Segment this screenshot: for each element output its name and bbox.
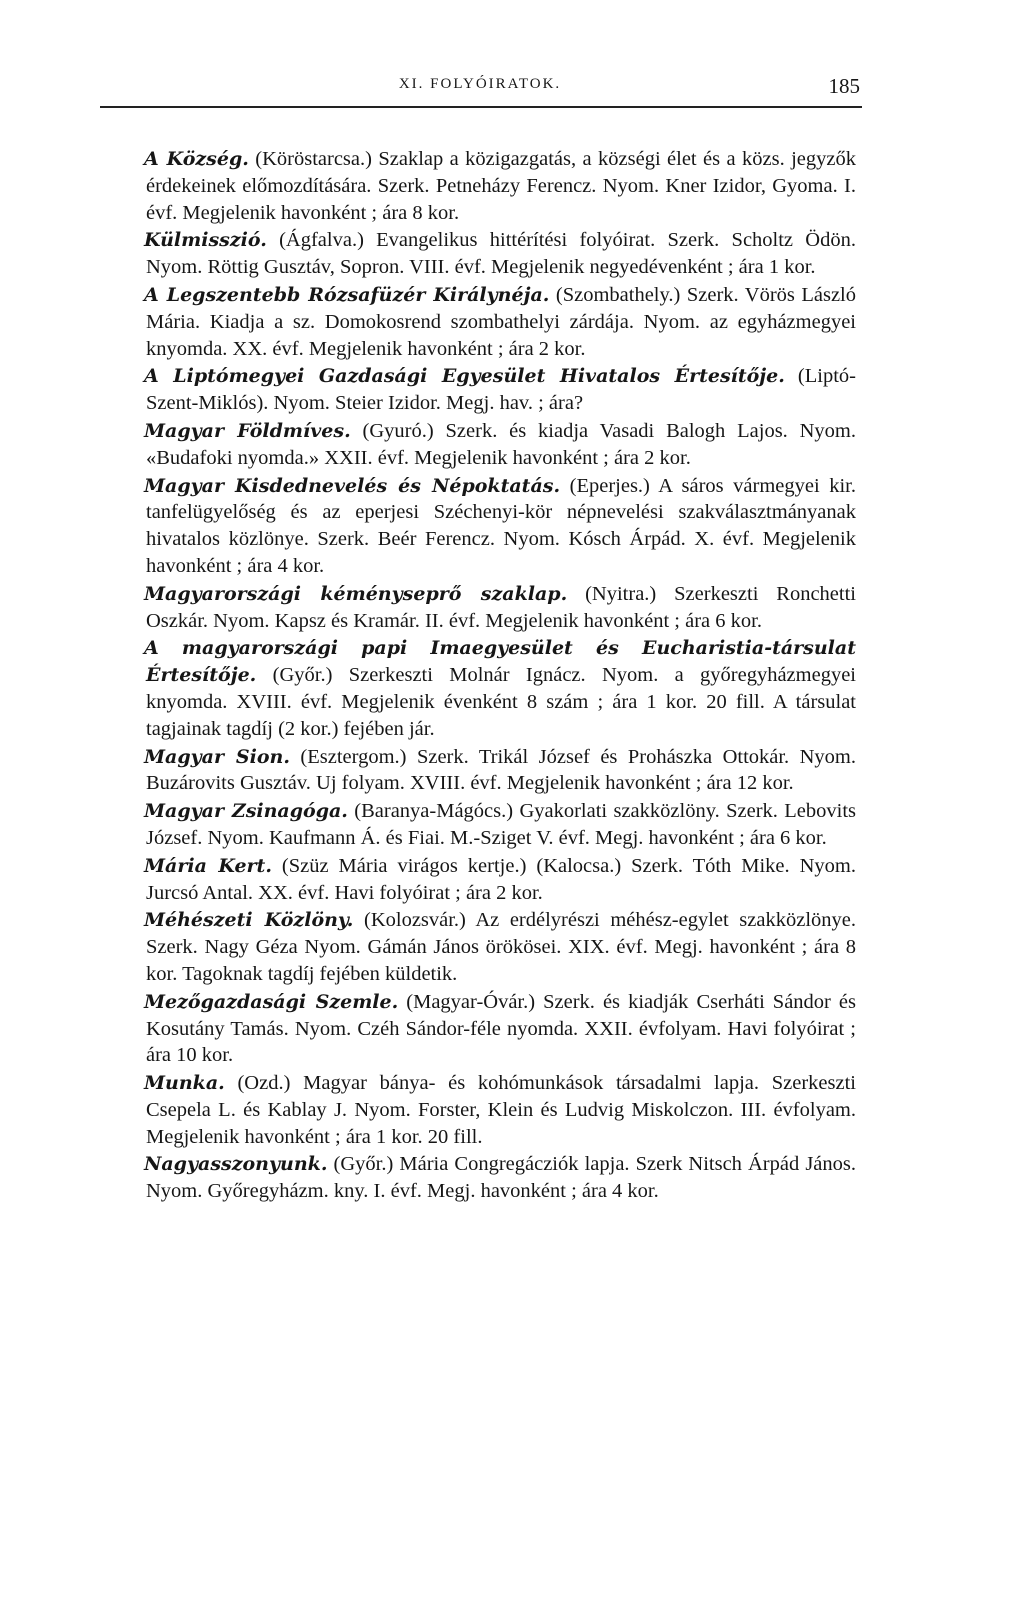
entry-text: (Ágfalva.) Evangelikus hittérítési folyóirat. Szerk. Scholtz Ödön. Nyom. Röttig Gusztáv, Sopron. VIII. évf. Megjelenik negyedévenként ; ára 1 kor. (146, 229, 856, 279)
entry-title: A Legszentebb Rózsafüzér Királynéja. (144, 283, 550, 306)
entry-text: (Szüz Mária virágos kertje.) (Kalocsa.) Szerk. Tóth Mike. Nyom. Jurcsó Antal. XX. évf. Havi folyóirat ; ára 2 kor. (146, 854, 856, 904)
entry-title: A Község. (144, 148, 249, 170)
entry-a-kozseg (146, 146, 856, 226)
entry-munka (146, 1070, 856, 1150)
entry-text: (Győr.) Szerkeszti Molnár Ignácz. Nyom. a győregyházmegyei knyomda. XVIII. évf. Megjelenik évenként 8 szám ; ára 1 kor. 20 fill. A társulat tagjainak tagdíj (2 kor.) fejében jár. (146, 664, 856, 740)
entry-title: Mezőgazdasági Szemle. (144, 990, 399, 1013)
entry-kulmisszio (146, 227, 856, 281)
entry-text: (Köröstarcsa.) Szaklap a közigazgatás, a községi élet és a közs. jegyzők érdekeinek előmozdítására. Szerk. Petneházy Ferencz. Nyom. Kner Izidor, Gyoma. I. évf. Megjelenik havonként ; ára 8 kor. (146, 148, 856, 224)
header-rule (100, 106, 862, 108)
entry-text: (Ozd.) Magyar bánya- és kohómunkások társadalmi lapja. Szerkeszti Csepela L. és Kablay J. Nyom. Forster, Klein és Ludvig Miskolczon. III. évfolyam. Megjelenik havonként ; ára 1 kor. 20 fill. (146, 1072, 856, 1148)
entry-magyar-sion (146, 744, 856, 798)
entry-title: Méhészeti Közlöny. (144, 909, 354, 932)
entry-meheszeti-kozlony (146, 907, 856, 987)
entry-title: Külmisszió. (144, 229, 267, 252)
entry-title: Munka. (144, 1072, 225, 1095)
entry-nagyasszonyunk (146, 1151, 856, 1205)
entry-text: (Eperjes.) A sáros vármegyei kir. tanfelügyelőség és az eperjesi Széchenyi-kör népnevelési szakválasztmányanak hivatalos közlönye. Szerk. Beér Ferencz. Nyom. Kósch Árpád. X. évf. Megjelenik havonként ; ára 4 kor. (146, 474, 857, 577)
entry-magyar-foldmives (146, 418, 856, 472)
entry-magyar-zsinagoga (146, 798, 856, 852)
entry-title: A Liptómegyei Gazdasági Egyesület Hivatalos Értesítője. (144, 365, 785, 388)
entry-text: (Esztergom.) Szerk. Trikál József és Prohászka Ottokár. Nyom. Buzárovits Gusztáv. Uj folyam. XVIII. évf. Megjelenik havonként ; ára 12 kor. (146, 745, 857, 795)
entry-text: (Kolozsvár.) Az erdélyrészi méhész-egylet szakközlönye. Szerk. Nagy Géza Nyom. Gámán János örökösei. XIX. évf. Megj. havonként ; ára 8 kor. Tagoknak tagdíj fejében küldetik. (146, 909, 856, 985)
entry-list (146, 146, 856, 1206)
entry-text: (Baranya-Mágócs.) Gyakorlati szakközlöny. Szerk. Lebovits József. Nyom. Kaufmann Á. és Fiai. M.-Sziget V. évf. Megj. havonként ; ára 6 kor. (146, 800, 856, 849)
entry-title: Magyar Zsinagóga. (144, 800, 348, 823)
entry-rozsafuzer-kiralyneja (146, 282, 856, 362)
entry-maria-kert (146, 853, 856, 907)
entry-text: (Nyitra.) Szerkeszti Ronchetti Oszkár. Nyom. Kapsz és Kramár. II. évf. Megjelenik havonként ; ára 6 kor. (146, 582, 856, 632)
entry-title: Magyar Földmíves. (144, 419, 351, 442)
entry-kemenyseprő-szaklap (146, 581, 856, 635)
entry-text: (Szombathely.) Szerk. Vörös László Mária. Kiadja a sz. Domokosrend szombathelyi zárdája. Nyom. az egyházmegyei knyomda. XX. évf. Megjelenik havonként ; ára 2 kor. (146, 283, 857, 360)
page-header (100, 74, 860, 104)
entry-title: Nagyasszonyunk. (144, 1153, 328, 1176)
entry-title: Magyar Kisdednevelés és Népoktatás. (144, 474, 561, 497)
entry-kisdednevelés (146, 473, 856, 580)
entry-title: Magyarországi kéményseprő szaklap. (144, 582, 568, 605)
entry-title: Magyar Sion. (144, 745, 290, 768)
entry-mezogazdasagi-szemle (146, 989, 856, 1069)
entry-text: (Magyar-Óvár.) Szerk. és kiadják Cserháti Sándor és Kosutány Tamás. Nyom. Czéh Sándor-féle nyomda. XXII. évfolyam. Havi folyóirat ; ára 10 kor. (146, 990, 856, 1067)
entry-title: Mária Kert. (144, 854, 272, 877)
entry-text: (Győr.) Mária Congregácziók lapja. Szerk Nitsch Árpád János. Nyom. Győregyházm. kny. I. évf. Megj. havonként ; ára 4 kor. (146, 1153, 856, 1203)
page-number: 185 (828, 74, 860, 98)
entry-title: A magyarországi papi Imaegyesület és Eucharistia-társulat Értesítője. (144, 637, 856, 687)
running-head: XI. FOLYÓIRATOK. (398, 76, 562, 92)
entry-text: (Liptó-Szent-Miklós). Nyom. Steier Izidor. Megj. hav. ; ára? (146, 365, 856, 415)
entry-text: (Gyuró.) Szerk. és kiadja Vasadi Balogh Lajos. Nyom. «Budafoki nyomda.» XXII. évf. Megjelenik havonként ; ára 2 kor. (146, 419, 856, 469)
entry-imaegyesulet-ertesito (146, 635, 856, 742)
entry-liptomegyei-ertesito (146, 363, 856, 417)
